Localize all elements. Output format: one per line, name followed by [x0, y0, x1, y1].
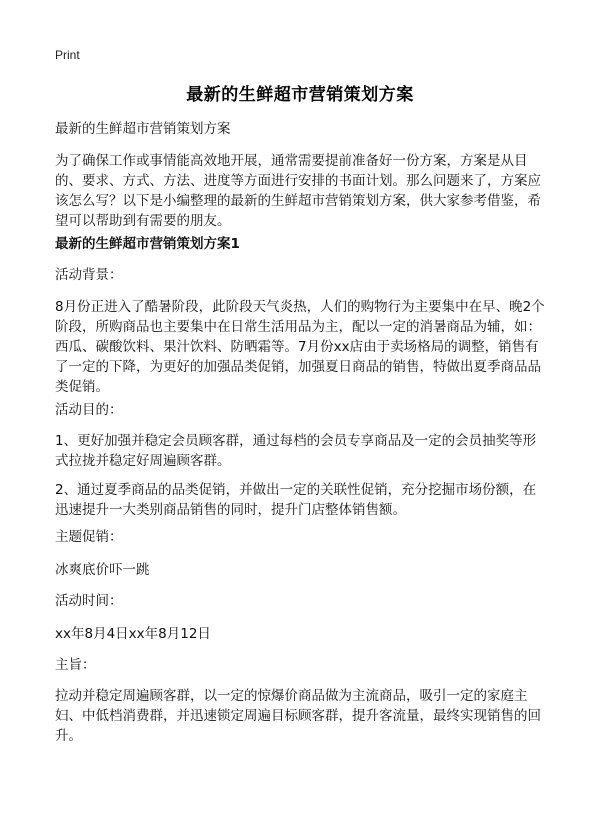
background-paragraph: 8月份正进入了酷暑阶段，此阶段天气炎热，人们的购物行为主要集中在早、晚2个阶段，所购商品也主要集中在日常生活用品为主，配以一定的消暑商品为辅，如：西瓜、碳酸饮料、果汁饮料、防晒霜等。7月份xx店由于卖场格局的调整，销售有了一定的下降，为更好的加强品类促销，加强夏日商品的销售，特做出夏季商品品类促销。 — [55, 299, 545, 395]
print-link[interactable]: Print — [55, 48, 80, 62]
purpose-label: 活动目的： — [55, 402, 123, 418]
aim-paragraph: 拉动并稳定周遍顾客群，以一定的惊爆价商品做为主流商品，吸引一定的家庭主妇、中低档消费群，并迅速锁定周遍目标顾客群，提升客流量，最终实现销售的回升。 — [55, 688, 541, 744]
theme-label: 主题促销： — [55, 529, 123, 545]
intro-paragraph: 为了确保工作或事情能高效地开展，通常需要提前准备好一份方案，方案是从目的、要求、方式、方法、进度等方面进行安排的书面计划。那么问题来了，方案应该怎么写？以下是小编整理的最新的生鲜超市营销策划方案，供大家参考借鉴，希望可以帮助到有需要的朋友。 — [55, 153, 541, 229]
time-label: 活动时间： — [55, 593, 123, 609]
time-text: xx年8月4日xx年8月12日 — [55, 626, 211, 642]
aim-label: 主旨： — [55, 657, 96, 673]
purpose-item-1: 1、更好加强并稳定会员顾客群，通过每档的会员专享商品及一定的会员抽奖等形式拉拢并稳定好周遍顾客群。 — [55, 433, 537, 469]
document-title: 最新的生鲜超市营销策划方案 — [186, 85, 414, 105]
background-label: 活动背景： — [55, 267, 123, 283]
document-subtitle: 最新的生鲜超市营销策划方案 — [55, 121, 231, 137]
section-heading: 最新的生鲜超市营销策划方案1 — [55, 236, 240, 252]
purpose-item-2: 2、通过夏季商品的品类促销，并做出一定的关联性促销，充分挖掘市场份额，在迅速提升一大类别商品销售的同时，提升门店整体销售额。 — [55, 482, 537, 518]
theme-text: 冰爽底价吓一跳 — [55, 562, 150, 578]
